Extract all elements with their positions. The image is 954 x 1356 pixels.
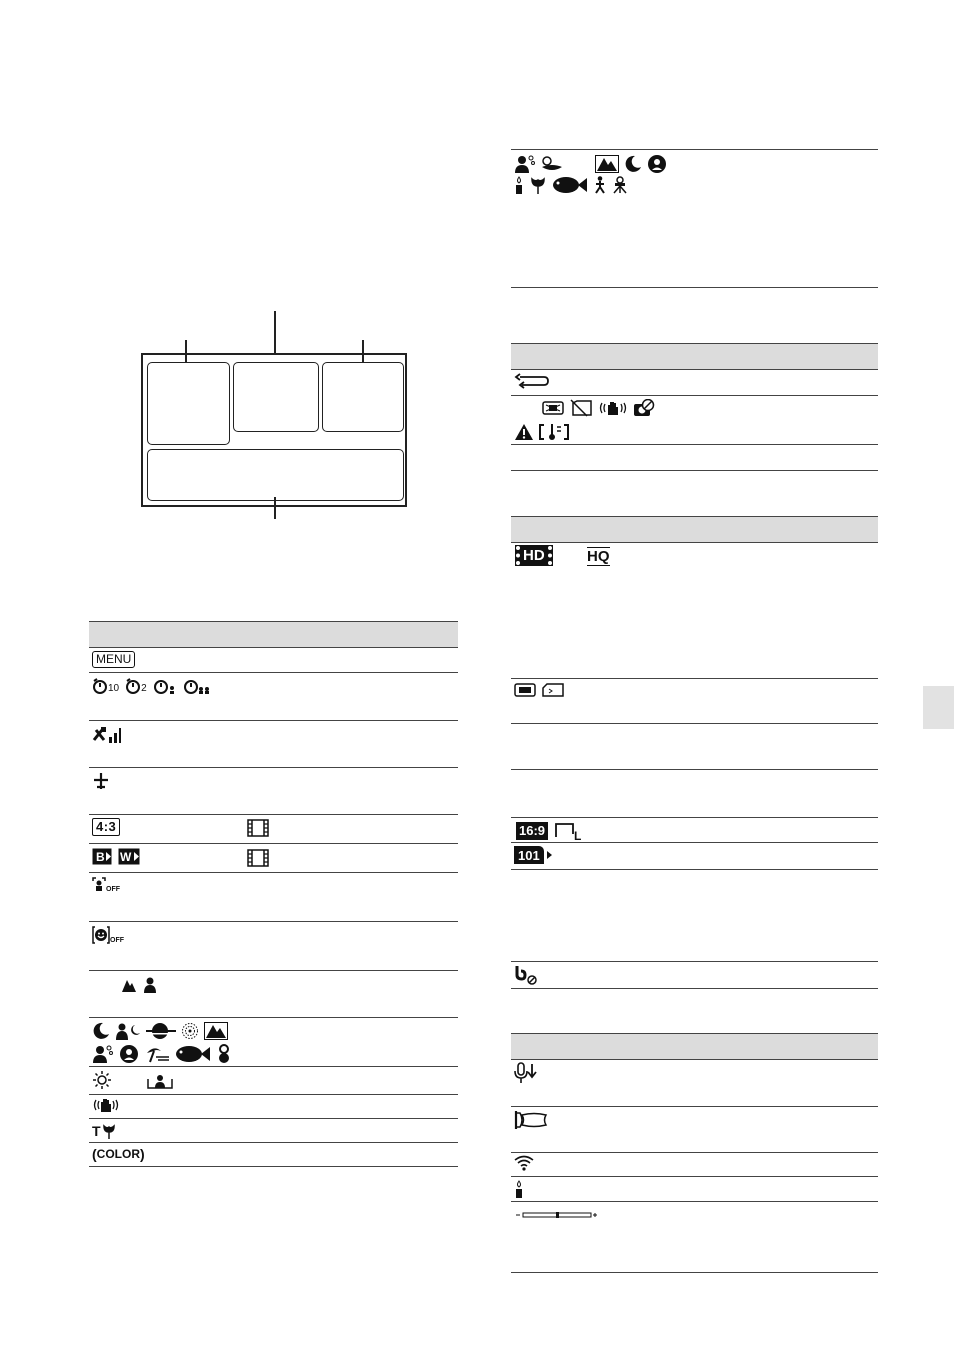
color-icon: ( COLOR )	[92, 1146, 145, 1162]
row-warnings-2	[514, 423, 570, 441]
lcd-screen-outline	[141, 353, 407, 507]
row-smile-off	[92, 926, 124, 944]
spotlight-icon	[119, 1044, 139, 1064]
spotlight-icon-r	[647, 154, 667, 174]
memory-card-error-icon	[542, 400, 564, 416]
row-mic-level	[514, 1062, 538, 1084]
row-gps	[92, 726, 122, 744]
gps-signal-icon	[92, 726, 122, 744]
recording-folder-icon: 101	[514, 846, 554, 864]
self-timer-person-icon	[153, 678, 177, 694]
row-scene-icons-1	[92, 1022, 228, 1040]
film-icon-2	[247, 849, 269, 867]
landscape-framed-icon-r	[595, 155, 619, 173]
row-hd-quality	[516, 546, 552, 565]
wifi-icon	[514, 1155, 534, 1171]
self-timer-10-icon: 10	[92, 678, 119, 694]
warning-triangle-icon	[514, 423, 534, 441]
backlight-person-icon	[147, 1073, 173, 1089]
row-wireless	[514, 1155, 534, 1171]
sun-bright-icon	[92, 1070, 112, 1090]
flower-macro-icon	[529, 176, 547, 194]
row-touch-disabled	[514, 965, 540, 985]
sunset-icon	[146, 1022, 176, 1040]
card-slash-icon	[569, 399, 593, 417]
tripod-icon	[612, 176, 628, 194]
food-icon	[541, 155, 563, 173]
row-warnings-1	[542, 399, 655, 417]
camera-shake-warning-icon	[598, 399, 628, 417]
image-size-l-icon	[554, 821, 584, 841]
svg-text:T: T	[92, 1123, 101, 1139]
row-scene-select	[121, 977, 157, 993]
soft-portrait-icon-r	[514, 155, 536, 173]
row-tele-macro	[92, 1122, 118, 1140]
row-airplane-mode	[93, 772, 109, 790]
row-media	[514, 682, 564, 698]
row-steadyshot-off	[92, 1097, 120, 1113]
steadyshot-off-icon	[92, 1097, 120, 1113]
soft-portrait-icon	[92, 1045, 114, 1063]
temperature-warning-icon	[538, 423, 570, 441]
right-table-3-header	[511, 1033, 878, 1060]
aspect-16-9-icon: 16:9	[516, 822, 548, 840]
self-timer-2-icon: 2	[125, 678, 147, 694]
exposure-bar-icon	[515, 1208, 599, 1222]
row-right-scene-2	[514, 176, 628, 194]
walking-person-icon	[593, 176, 607, 194]
wind-noise-icon	[514, 1110, 548, 1130]
leader-line-center	[274, 311, 276, 355]
night-scene-icon-r	[624, 155, 642, 173]
airplane-icon	[93, 772, 109, 790]
night-portrait-icon	[115, 1022, 141, 1040]
left-table-header	[89, 621, 458, 648]
area-left	[147, 362, 230, 445]
microphone-level-icon	[514, 1062, 538, 1084]
row-self-timer	[92, 678, 211, 694]
fireworks-icon	[181, 1022, 199, 1040]
hd-movie-icon: HD	[516, 546, 552, 565]
tele-macro-icon	[92, 1122, 118, 1140]
underwater-fish-icon-r	[552, 176, 588, 194]
row-aspect-4-3	[92, 818, 120, 836]
row-wind-noise	[514, 1110, 548, 1130]
memory-card-icon	[542, 682, 564, 698]
landscape-framed-icon	[204, 1022, 228, 1040]
beach-icon	[144, 1045, 170, 1063]
film-icon	[247, 819, 269, 837]
internal-memory-icon	[514, 682, 536, 698]
landscape-icon	[121, 977, 137, 993]
row-scene-icons-2	[92, 1044, 232, 1064]
aspect-4-3-icon: 4:3	[92, 818, 120, 836]
hq-quality-icon: HQ	[587, 548, 610, 565]
black-white-icon	[92, 848, 112, 865]
right-table-2-header	[511, 516, 878, 543]
underwater-fish-icon	[175, 1045, 211, 1063]
row-backlight	[92, 1070, 112, 1090]
row-right-scene-1	[514, 154, 667, 174]
side-tab	[923, 686, 954, 729]
touch-disabled-icon	[514, 965, 540, 985]
row-menu	[92, 651, 135, 668]
svg-text:B: B	[96, 850, 105, 864]
portrait-icon	[143, 977, 157, 993]
area-right	[322, 362, 404, 432]
row-exposure-bar	[515, 1208, 599, 1222]
night-scene-icon	[92, 1022, 110, 1040]
white-balance-icon	[118, 848, 140, 865]
row-repeat	[514, 373, 550, 389]
area-bottom	[147, 449, 404, 501]
snow-icon	[216, 1044, 232, 1064]
smile-shutter-off-icon: OFF	[92, 926, 124, 944]
camera-lock-icon	[633, 399, 655, 417]
row-color	[92, 1146, 145, 1162]
menu-button-icon: MENU	[92, 651, 135, 668]
row-image-size	[516, 821, 584, 841]
area-center	[233, 362, 319, 432]
row-folder	[514, 846, 554, 864]
candle-icon	[514, 176, 524, 194]
svg-text:L: L	[574, 829, 582, 841]
svg-text:W: W	[120, 850, 132, 864]
self-timer-two-persons-icon	[183, 678, 211, 694]
row-bw	[92, 848, 140, 865]
row-low-light	[514, 1180, 524, 1198]
right-table-1-header	[511, 343, 878, 370]
repeat-loop-icon	[514, 373, 550, 389]
candle-icon-r	[514, 1180, 524, 1198]
row-face-detect-off	[92, 877, 120, 893]
face-detection-off-icon: OFF	[92, 877, 120, 893]
